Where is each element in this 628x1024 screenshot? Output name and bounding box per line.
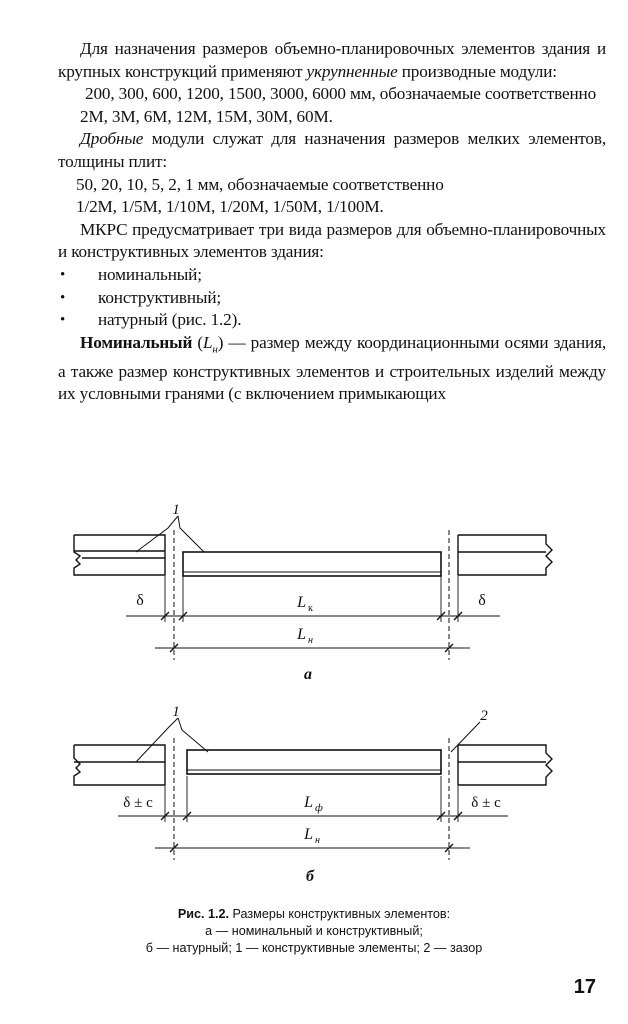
small-modules-line: 1/2M, 1/5M, 1/10M, 1/20M, 1/50M, 1/100M. [76,197,384,217]
dim-sub-nominal-b: н [315,835,320,846]
large-sizes-line: 200, 300, 600, 1200, 1500, 3000, 6000 мм, обозначаемые соответственно [85,84,597,104]
sublabel-b: б [306,868,314,885]
paragraph-mkrs: МКРС предусматривает три вида размеров для объемно-планировочных и конструктивных элементов здания: [58,219,606,262]
caption-line-b: б — натурный; 1 — конструктивные элементы; 2 — зазор [145,941,483,955]
gap-label-left-a: δ [136,592,144,609]
small-sizes-line: 50, 20, 10, 5, 2, 1 мм, обозначаемые соответственно [76,174,444,194]
gap-label-2: 2 [480,708,488,724]
page-number: 17 [573,976,596,998]
sublabel-a: а [304,666,312,683]
figure-1-2 [0,490,628,890]
dim-sub-nominal-a: н [308,635,313,646]
caption-title: Рис. 1.2. Размеры конструктивных элементов: [177,907,451,921]
list-item: • натурный (рис. 1.2). [58,309,606,332]
dim-sub-actual: ф [315,802,323,814]
gap-label-right-b: δ ± c [471,795,501,811]
paragraph-fractional: Дробные модули служат для назначения размеров мелких элементов, толщины плит: [58,129,606,171]
gap-label-left-b: δ ± c [123,795,153,811]
size-types-list [58,264,606,332]
right-element-b [458,745,552,785]
dim-label-construct: L [297,594,306,611]
body-text [58,38,606,406]
leader-label-a: 1 [172,502,180,518]
dim-label-nominal-a: L [297,626,306,643]
right-element-a [458,535,552,575]
diagram-a [74,516,552,660]
left-element-b [74,745,165,785]
paragraph-nominal: Номинальный $(L_н)$ — размер между координационными осями здания, а также размер конструктивных элементов и строительных изделий между их условными гранями (с включением примыкающих [58,332,606,404]
leader-label-b: 1 [172,704,180,720]
list-item: • номинальный; [58,264,606,287]
figure-caption [60,906,568,957]
gap-label-right-a: δ [478,592,486,609]
diagram-b [74,718,552,860]
figure-svg [0,490,628,890]
paragraph-modules-intro: Для назначения размеров объемно-планировочных элементов здания и крупных конструкций применяют укрупненные производные модули: [58,39,606,81]
large-modules-line: 2M, 3M, 6M, 12M, 15M, 30M, 60M. [80,106,333,126]
dim-label-actual: L [304,794,313,811]
dim-label-nominal-b: L [304,826,313,843]
caption-line-a: а — номинальный и конструктивный; [205,924,423,938]
dim-sub-construct: к [308,603,313,614]
list-item: • конструктивный; [58,287,606,310]
